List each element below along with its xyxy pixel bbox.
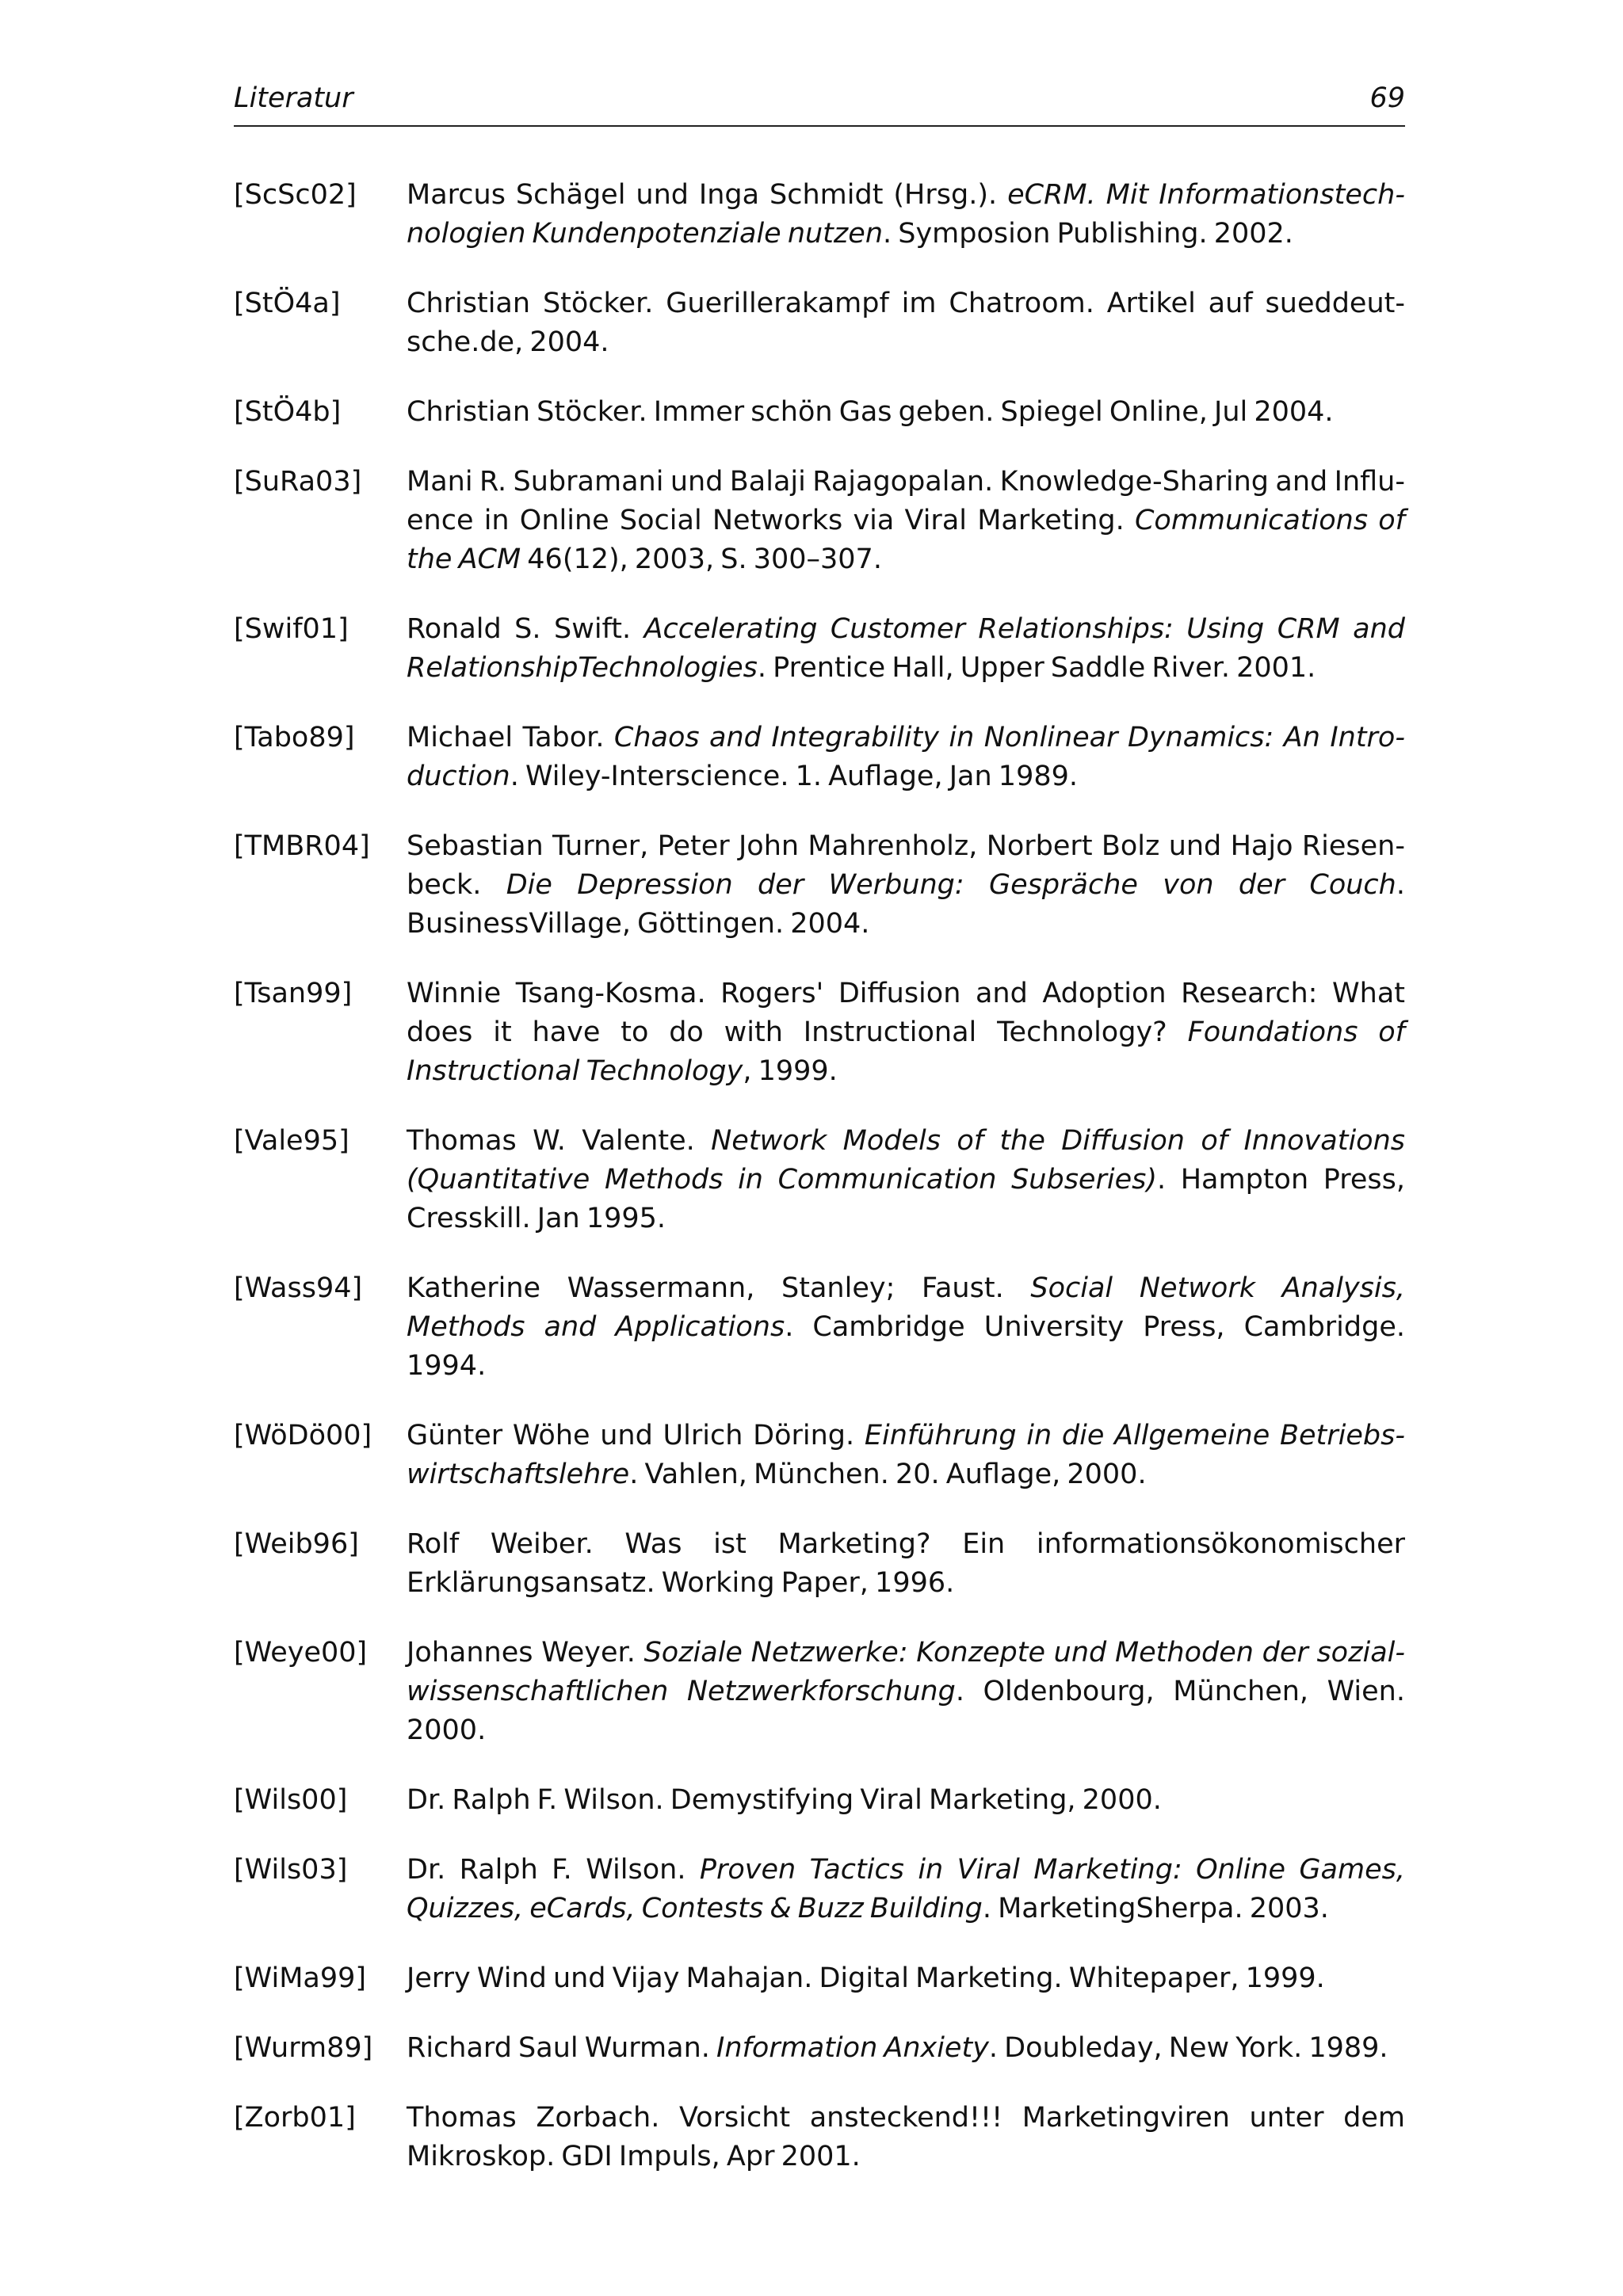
bib-text [407,974,1405,1091]
bib-entry [234,1525,1405,1603]
bib-title-italic: Soziale Netzwerke: Konzepte und Methoden der sozialwissenschaftlichen Netzwerkforschung [407,1637,1406,1707]
bib-text-segment: . MarketingSherpa. 2003. [982,1893,1329,1924]
bib-key: [Wurm89] [234,2032,373,2064]
bib-entry [234,719,1405,796]
bib-text-segment: Thomas Zorbach. Vorsicht ansteckend!!! Marketingviren unter dem Mikroskop. GDI Impuls, Apr 2001. [407,2102,1405,2172]
bib-text-segment: . BusinessVillage, Göttingen. 2004. [407,869,1405,940]
bib-text-segment: . Doubleday, New York. 1989. [988,2032,1388,2064]
bib-text [407,719,1405,796]
bib-text-segment: . Wiley-Interscience. 1. Auflage, Jan 1989. [510,761,1078,792]
bib-text [407,463,1405,579]
bib-text-segment: . Oldenbourg, München, Wien. 2000. [407,1676,1405,1746]
bib-text-segment: Marcus Schägel und Inga Schmidt (Hrsg.). [407,179,1008,211]
bib-text [407,1851,1405,1928]
bib-title-italic: Communications of the ACM [407,505,1406,575]
bib-entry [234,1122,1405,1238]
bib-text-segment: Johannes Weyer. [407,1637,644,1669]
bib-entry [234,974,1405,1091]
bib-title-italic: Die Depression der Werbung: Gespräche von der Couch [506,869,1396,901]
bib-text-segment: Rolf Weiber. Was ist Marketing? Ein informationsökonomischer Erklärungsansatz. Working Paper, 1996. [407,1528,1405,1599]
bib-text-segment: . Prentice Hall, Upper Saddle River. 2001. [757,652,1316,684]
bib-entry [234,1417,1405,1494]
bib-text [407,1959,1405,1998]
bib-entry [234,2029,1405,2068]
bib-title-italic: Social Network Analysis, Methods and Applications [407,1272,1405,1343]
bib-key: [Tabo89] [234,722,355,753]
bib-text [407,1634,1405,1750]
bib-key: [WiMa99] [234,1962,367,1994]
bib-text [407,1269,1405,1386]
bib-text [407,393,1405,432]
bib-text [407,1122,1405,1238]
bib-entry [234,1634,1405,1750]
bib-text [407,2029,1405,2068]
bib-text-segment: Dr. Ralph F. Wilson. [407,1854,700,1886]
bib-text [407,284,1405,362]
bib-entry [234,1851,1405,1928]
bib-text [407,1781,1405,1820]
bib-entry [234,1781,1405,1820]
bib-entry [234,284,1405,362]
bib-title-italic: Einführung in die Allgemeine Betriebswirtschaftslehre [407,1420,1405,1490]
bib-text-segment: Richard Saul Wurman. [407,2032,717,2064]
bib-text-segment: , 1999. [743,1055,838,1087]
bib-key: [StÖ4a] [234,288,341,319]
bib-key: [Weye00] [234,1637,368,1669]
bib-key: [TMBR04] [234,830,370,862]
bib-text-segment: Christian Stöcker. Immer schön Gas geben. Spiegel Online, Jul 2004. [407,396,1334,428]
bib-key: [Wils00] [234,1784,348,1816]
bib-entry [234,610,1405,688]
bib-text-segment: Jerry Wind und Vijay Mahajan. Digital Marketing. Whitepaper, 1999. [407,1962,1325,1994]
bib-entry [234,827,1405,944]
bib-key: [Swif01] [234,613,349,645]
bib-entry [234,1269,1405,1386]
bib-text-segment: 46(12), 2003, S. 300–307. [521,543,882,575]
bib-text-segment: Christian Stöcker. Guerillerakampf im Chatroom. Artikel auf sueddeutsche.de, 2004. [407,288,1405,358]
bib-title-italic: Proven Tactics in Viral Marketing: Online Games, Quizzes, eCards, Contests & Buzz Building [407,1854,1405,1924]
bib-key: [Zorb01] [234,2102,356,2134]
bib-key: [Wass94] [234,1272,363,1304]
bib-text-segment: Thomas W. Valente. [407,1125,712,1157]
bib-text [407,1417,1405,1494]
bib-title-italic: Network Models of the Diffusion of Innovations (Quantitative Methods in Communication Subseries) [407,1125,1405,1196]
bib-text-segment: Dr. Ralph F. Wilson. Demystifying Viral Marketing, 2000. [407,1784,1162,1816]
bib-key: [Weib96] [234,1528,359,1560]
bib-title-italic: Information Anxiety [716,2032,989,2064]
bib-entry [234,463,1405,579]
bib-title-italic: Accelerating Customer Relationships: Using CRM and RelationshipTechnologies [407,613,1405,684]
bib-text-segment: . Symposion Publishing. 2002. [883,218,1293,250]
bib-entry [234,1959,1405,1998]
bib-key: [Vale95] [234,1125,349,1157]
bib-entry [234,393,1405,432]
bib-text-segment: . Vahlen, München. 20. Auflage, 2000. [629,1459,1147,1490]
bib-text-segment: Mani R. Subramani und Balaji Rajagopalan. Knowledge-Sharing and Influence in Online Social Networks via Viral Marketing. [407,466,1405,536]
bib-text [407,610,1405,688]
bib-title-italic: Foundations of Instructional Technology [407,1016,1406,1087]
bib-key: [SuRa03] [234,466,362,498]
bib-text-segment: Sebastian Turner, Peter John Mahrenholz, Norbert Bolz und Hajo Riesenbeck. [407,830,1405,901]
bib-text-segment: Michael Tabor. [407,722,614,753]
bib-entry [234,176,1405,254]
bib-title-italic: Chaos and Integrability in Nonlinear Dynamics: An Introduction [407,722,1405,792]
bib-key: [ScSc02] [234,179,357,211]
bib-text [407,2099,1405,2176]
bib-text-segment: Ronald S. Swift. [407,613,644,645]
bib-entry [234,2099,1405,2176]
page-header [234,82,1405,127]
bib-text-segment: Günter Wöhe und Ulrich Döring. [407,1420,865,1451]
bibliography-list [234,176,1405,2207]
bib-text [407,1525,1405,1603]
bib-text-segment: Katherine Wassermann, Stanley; Faust. [407,1272,1031,1304]
bib-text-segment: . Hampton Press, Cresskill. Jan 1995. [407,1164,1405,1234]
bib-text-segment: Winnie Tsang-Kosma. Rogers' Diffusion and Adoption Research: What does it have to do with Instructional Technology? [407,978,1405,1048]
bib-key: [Tsan99] [234,978,353,1009]
running-title: Literatur [234,82,353,114]
bib-text [407,176,1405,254]
bib-title-italic: eCRM. Mit Informationstechnologien Kundenpotenziale nutzen [407,179,1405,250]
bib-key: [StÖ4b] [234,396,342,428]
bib-key: [WöDö00] [234,1420,372,1451]
page-number: 69 [1369,82,1405,114]
bib-text [407,827,1405,944]
bib-key: [Wils03] [234,1854,348,1886]
bib-text-segment: . Cambridge University Press, Cambridge. 1994. [407,1311,1405,1382]
